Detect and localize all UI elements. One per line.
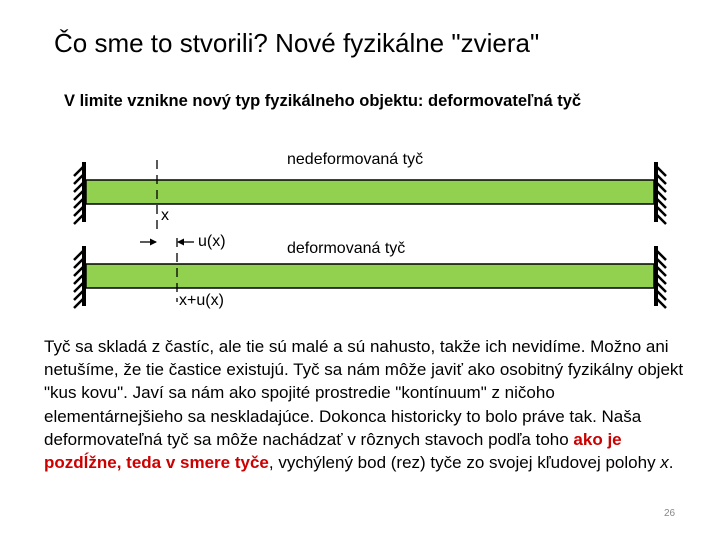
body-paragraph — [44, 335, 694, 474]
right-wall-lower — [656, 246, 666, 308]
undeformed-rod — [86, 180, 654, 204]
displaced-position-label: x+u(x) — [179, 292, 224, 309]
displacement-u-label: u(x) — [198, 233, 226, 250]
left-wall-upper — [74, 162, 84, 224]
body-variable-x: x — [660, 453, 669, 473]
body-text-part2: , vychýlený bod (rez) tyče zo svojej kľudovej polohy — [268, 453, 661, 473]
deformed-rod — [86, 264, 654, 288]
deformed-rod-label: deformovaná tyč — [287, 240, 406, 257]
body-text-part1: Tyč sa skladá z častíc, ale tie sú malé a sú nahusto, takže ich nevidíme. Možno ani netušíme, že tie častice existujú. Tyč sa nám môže javiť ako osobitný fyzikálny objekt "kus kovu". Javí sa nám ako spojité prostredie "kontínuum" z ničoho elementárnejšieho sa neskladajúce. Dokonca historicky to bolo práve tak. Naša deformovateľná tyč sa môže nachádzať v rôznych stavoch podľa toho — [44, 337, 684, 449]
undeformed-rod-label: nedeformovaná tyč — [287, 151, 424, 168]
left-wall-lower — [74, 246, 84, 308]
displacement-arrow — [140, 239, 194, 246]
slide-title: Čo sme to stvorili? Nové fyzikálne "zviera" — [54, 28, 540, 58]
slide-subtitle: V limite vznikne nový typ fyzikálneho objektu: deformovateľná tyč — [64, 92, 582, 110]
body-highlight: ako je pozdĺžne, teda v smere tyče — [44, 429, 622, 473]
right-wall-upper — [656, 162, 666, 224]
page-number: 26 — [664, 508, 676, 519]
position-x-label: x — [161, 207, 169, 224]
body-text-end: . — [668, 453, 674, 473]
